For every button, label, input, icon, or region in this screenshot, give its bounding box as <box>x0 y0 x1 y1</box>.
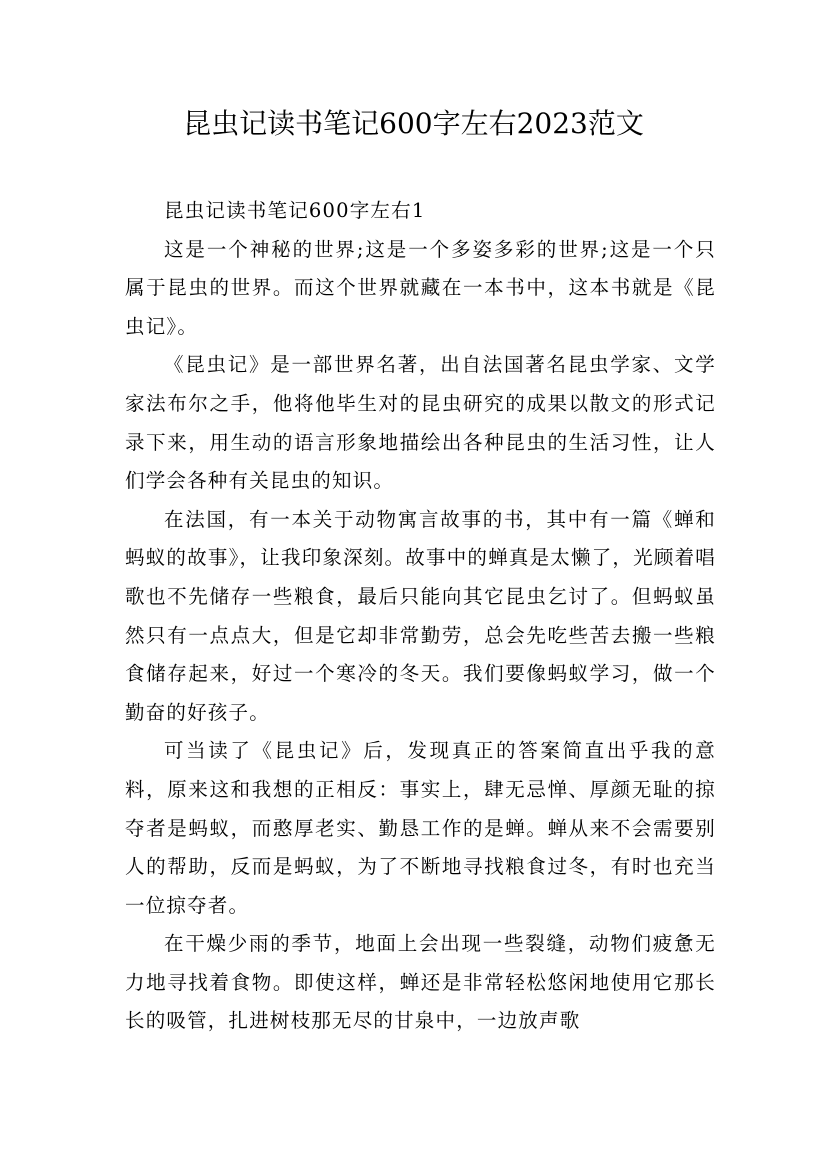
paragraph: 在干燥少雨的季节，地面上会出现一些裂缝，动物们疲惫无力地寻找着食物。即使这样，蝉还是非常轻松悠闲地使用它那长长的吸管，扎进树枝那无尽的甘泉中，一边放声歌 <box>125 932 716 1033</box>
paragraph: 在法国，有一本关于动物寓言故事的书，其中有一篇《蝉和蚂蚁的故事》，让我印象深刻。故事中的蝉真是太懒了，光顾着唱歌也不先储存一些粮食，最后只能向其它昆虫乞讨了。但蚂蚁虽然只有一点点大，但是它却非常勤劳，总会先吃些苦去搬一些粮食储存起来，好过一个寒冷的冬天。我们要像蚂蚁学习，做一个勤奋的好孩子。 <box>125 507 716 724</box>
document-body <box>125 192 716 1041</box>
section-heading: 昆虫记读书笔记600字左右1 <box>164 199 426 222</box>
paragraph: 可当读了《昆虫记》后，发现真正的答案简直出乎我的意料，原来这和我想的正相反：事实上，肆无忌惮、厚颜无耻的掠夺者是蚂蚁，而憨厚老实、勤恳工作的是蝉。蝉从来不会需要别人的帮助，反而是蚂蚁，为了不断地寻找粮食过冬，有时也充当一位掠夺者。 <box>125 739 716 917</box>
document-title: 昆虫记读书笔记600字左右2023范文 <box>183 107 644 140</box>
paragraph: 这是一个神秘的世界;这是一个多姿多彩的世界;这是一个只属于昆虫的世界。而这个世界就藏在一本书中，这本书就是《昆虫记》。 <box>125 237 716 338</box>
paragraph: 《昆虫记》是一部世界名著，出自法国著名昆虫学家、文学家法布尔之手，他将他毕生对的昆虫研究的成果以散文的形式记录下来，用生动的语言形象地描绘出各种昆虫的生活习性，让人们学会各种有关昆虫的知识。 <box>125 353 716 493</box>
